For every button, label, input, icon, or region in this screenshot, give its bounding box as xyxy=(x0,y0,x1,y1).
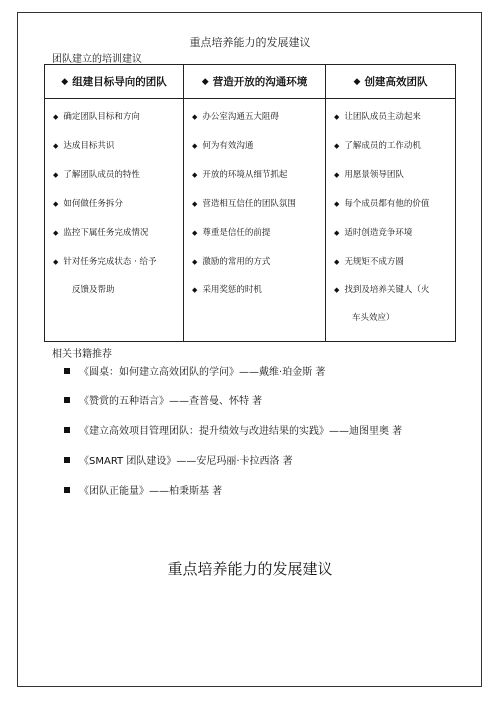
list-item-continuation: 反馈及帮助 xyxy=(72,285,115,295)
document-heading: 重点培养能力的发展建议 xyxy=(189,36,311,49)
diamond-bullet-icon: ◆ xyxy=(192,286,198,294)
square-bullet-icon xyxy=(64,368,70,374)
diamond-bullet-icon: ◆ xyxy=(192,113,198,121)
diamond-bullet-icon: ◆ xyxy=(334,113,340,121)
diamond-bullet-icon: ◆ xyxy=(334,229,340,237)
diamond-bullet-icon: ◆ xyxy=(53,258,59,266)
column-header xyxy=(184,65,325,99)
list-item: ◆ 采用奖惩的时机 xyxy=(192,285,262,295)
diamond-bullet-icon: ◆ xyxy=(192,142,198,150)
list-item: ◆ 何为有效沟通 xyxy=(192,141,254,151)
list-item-continuation: 车头效应） xyxy=(352,313,395,323)
square-bullet-icon xyxy=(64,487,70,493)
diamond-bullet-icon: ◆ xyxy=(353,76,361,87)
diamond-bullet-icon: ◆ xyxy=(334,142,340,150)
list-item: ◆ 尊重是信任的前提 xyxy=(192,228,271,238)
book-item: 《SMART 团队建设》——安尼玛丽·卡拉西洛 著 xyxy=(64,452,293,466)
square-bullet-icon xyxy=(64,457,70,463)
diamond-bullet-icon: ◆ xyxy=(192,171,198,179)
column-header-label: 营造开放的沟通环境 xyxy=(212,76,308,88)
diamond-bullet-icon: ◆ xyxy=(334,258,340,266)
list-item: ◆ 找到及培养关键人（火 xyxy=(334,285,430,295)
diamond-bullet-icon: ◆ xyxy=(201,76,209,87)
diamond-bullet-icon: ◆ xyxy=(334,171,340,179)
list-item: ◆ 每个成员都有他的价值 xyxy=(334,199,430,209)
list-item: ◆ 营造相互信任的团队氛围 xyxy=(192,199,296,209)
diamond-bullet-icon: ◆ xyxy=(192,258,198,266)
book-item: 《赞赏的五种语言》——查普曼、怀特 著 xyxy=(64,392,262,406)
list-item: ◆ 了解团队成员的特性 xyxy=(53,170,140,180)
column-open-communication xyxy=(183,65,325,341)
list-item: ◆ 针对任务完成状态 · 给予 xyxy=(53,257,157,267)
column-header xyxy=(45,65,183,99)
diamond-bullet-icon: ◆ xyxy=(53,113,59,121)
diamond-bullet-icon: ◆ xyxy=(334,286,340,294)
square-bullet-icon xyxy=(64,397,70,403)
list-item: ◆ 激励的常用的方式 xyxy=(192,257,271,267)
list-item: ◆ 开放的环境从细节抓起 xyxy=(192,170,288,180)
column-efficient-team xyxy=(325,65,455,341)
list-item: ◆ 如何做任务拆分 xyxy=(53,199,123,209)
diamond-bullet-icon: ◆ xyxy=(53,200,59,208)
book-item: 《建立高效项目管理团队：提升绩效与改进结果的实践》——迪图里奥 著 xyxy=(64,422,402,436)
diamond-bullet-icon: ◆ xyxy=(53,171,59,179)
training-section-label: 团队建立的培训建议 xyxy=(52,54,142,65)
list-item: ◆ 了解成员的工作动机 xyxy=(334,141,421,151)
list-item: ◆ 达成目标共识 xyxy=(53,141,115,151)
column-header xyxy=(326,65,455,99)
column-goal-oriented-team xyxy=(45,65,183,341)
diamond-bullet-icon: ◆ xyxy=(61,76,69,87)
list-item: ◆ 监控下属任务完成情况 xyxy=(53,228,149,238)
list-item: ◆ 用愿景领导团队 xyxy=(334,170,404,180)
book-item: 《团队正能量》——柏秉斯基 著 xyxy=(64,482,222,496)
diamond-bullet-icon: ◆ xyxy=(53,142,59,150)
footer-title: 重点培养能力的发展建议 xyxy=(167,560,333,578)
book-item: 《圆桌：如何建立高效团队的学问》——戴维·珀金斯 著 xyxy=(64,363,325,377)
books-section-label: 相关书籍推荐 xyxy=(52,349,112,360)
diamond-bullet-icon: ◆ xyxy=(334,200,340,208)
diamond-bullet-icon: ◆ xyxy=(192,229,198,237)
diamond-bullet-icon: ◆ xyxy=(53,229,59,237)
training-plan-table xyxy=(44,64,456,342)
list-item: ◆ 无规矩不成方圆 xyxy=(334,257,404,267)
diamond-bullet-icon: ◆ xyxy=(192,200,198,208)
list-item: ◆ 办公室沟通五大阻碍 xyxy=(192,112,279,122)
square-bullet-icon xyxy=(64,427,70,433)
list-item: ◆ 让团队成员主动起来 xyxy=(334,112,421,122)
list-item: ◆ 适时创造竞争环境 xyxy=(334,228,413,238)
list-item: ◆ 确定团队目标和方向 xyxy=(53,112,140,122)
column-header-label: 组建目标导向的团队 xyxy=(72,76,167,88)
column-header-label: 创建高效团队 xyxy=(364,76,428,88)
